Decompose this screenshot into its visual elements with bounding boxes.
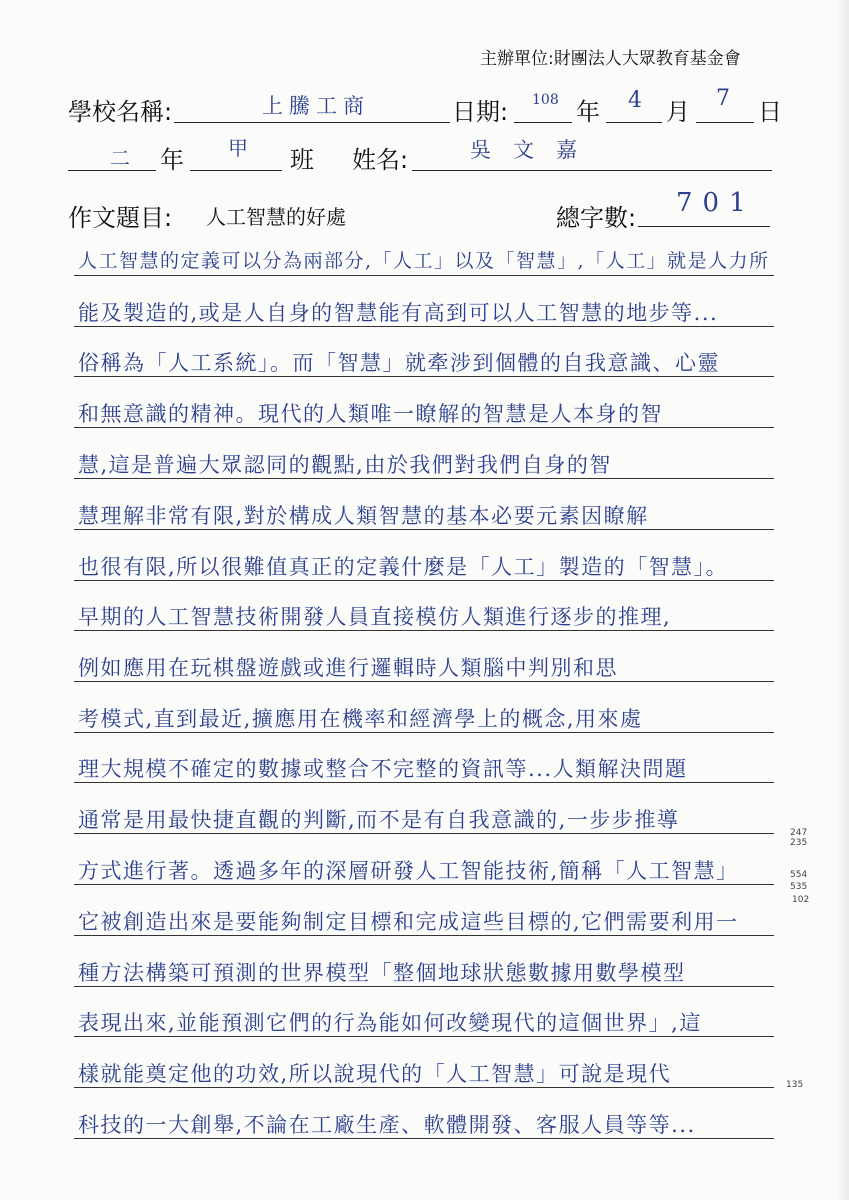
margin-note: 247 — [790, 828, 808, 838]
essay-line-15: 種方法構築可預測的世界模型「整個地球狀態數據用數學模型 — [78, 961, 686, 985]
ruled-line — [74, 529, 774, 530]
essay-line-1: 人工智慧的定義可以分為兩部分,「人工」以及「智慧」,「人工」就是人力所 — [78, 250, 770, 272]
ruled-line — [74, 580, 774, 581]
essay-line-7: 也很有限,所以很難值真正的定義什麼是「人工」製造的「智慧」。 — [78, 555, 729, 579]
year-underline — [514, 122, 572, 123]
school-value: 上騰工商 — [262, 94, 370, 118]
class-label: 班 — [290, 146, 314, 174]
essay-line-13: 方式進行著。透過多年的深層研發人工智能技術,簡稱「人工智慧」 — [78, 859, 739, 883]
ruled-line — [74, 732, 774, 733]
date-year-value: 108 — [532, 92, 559, 108]
grade-value: 二 — [110, 146, 130, 170]
organizer-label: 主辦單位:財團法人大眾教育基金會 — [480, 49, 741, 69]
margin-note: 102 — [792, 895, 810, 905]
ruled-line — [74, 681, 774, 682]
essay-line-4: 和無意識的精神。現代的人類唯一瞭解的智慧是人本身的智 — [78, 402, 663, 426]
essay-line-3: 俗稱為「人工系統」。而「智慧」就牽涉到個體的自我意識、心靈 — [78, 351, 720, 375]
essay-line-6: 慧理解非常有限,對於構成人類智慧的基本必要元素因瞭解 — [78, 504, 649, 528]
date-month-value: 4 — [628, 88, 642, 113]
date-day-value: 7 — [716, 86, 730, 111]
ruled-line — [74, 1036, 774, 1037]
essay-line-17: 樣就能奠定他的功效,所以說現代的「人工智慧」可說是現代 — [78, 1062, 672, 1086]
margin-note: 235 — [790, 838, 808, 848]
wordcount-underline — [638, 226, 770, 227]
year-label: 年 — [576, 98, 600, 126]
ruled-line — [74, 1138, 774, 1139]
school-underline — [174, 122, 450, 123]
ruled-line — [74, 935, 774, 936]
ruled-line — [74, 630, 774, 631]
wordcount-label: 總字數: — [556, 204, 637, 232]
name-label: 姓名: — [352, 146, 409, 174]
essay-line-5: 慧,這是普遍大眾認同的觀點,由於我們對我們自身的智 — [78, 453, 612, 477]
ruled-line — [74, 376, 774, 377]
month-label: 月 — [666, 98, 690, 126]
ruled-line — [74, 427, 774, 428]
essay-line-8: 早期的人工智慧技術開發人員直接模仿人類進行逐步的推理, — [78, 605, 672, 629]
essay-line-9: 例如應用在玩棋盤遊戲或進行邏輯時人類腦中判別和思 — [78, 656, 618, 680]
ruled-line — [74, 986, 774, 987]
date-label: 日期: — [452, 98, 509, 126]
margin-note: 535 — [790, 882, 808, 892]
name-value: 吳文嘉 — [470, 138, 599, 162]
ruled-line — [74, 326, 774, 327]
month-underline — [606, 122, 662, 123]
class-value: 甲 — [228, 136, 248, 160]
essay-line-12: 通常是用最快捷直觀的判斷,而不是有自我意識的,一步步推導 — [78, 808, 680, 832]
day-label: 日 — [758, 98, 782, 126]
class-underline — [190, 170, 282, 171]
essay-line-2: 能及製造的,或是人自身的智慧能有高到可以人工智慧的地步等... — [78, 301, 719, 325]
name-underline — [412, 170, 772, 171]
ruled-line — [74, 478, 774, 479]
school-label: 學校名稱: — [68, 98, 173, 126]
grade-label: 年 — [160, 146, 184, 174]
scan-edge-shadow — [835, 0, 849, 1200]
ruled-line — [74, 833, 774, 834]
topic-label: 作文題目: — [68, 204, 173, 232]
essay-line-14: 它被創造出來是要能夠制定目標和完成這些目標的,它們需要利用一 — [78, 910, 739, 934]
ruled-line — [74, 1087, 774, 1088]
essay-line-18: 科技的一大創舉,不論在工廠生產、軟體開發、客服人員等等... — [78, 1113, 696, 1137]
essay-line-16: 表現出來,並能預測它們的行為能如何改變現代的這個世界」,這 — [78, 1011, 702, 1035]
topic-value: 人工智慧的好處 — [206, 205, 346, 229]
ruled-line — [74, 782, 774, 783]
margin-note: 554 — [790, 870, 808, 880]
ruled-line — [74, 884, 774, 885]
essay-line-11: 理大規模不確定的數據或整合不完整的資訊等...人類解決問題 — [78, 757, 688, 781]
ruled-line — [74, 275, 774, 276]
wordcount-value: 701 — [676, 188, 756, 218]
margin-note: 135 — [786, 1080, 804, 1090]
essay-line-10: 考模式,直到最近,擴應用在機率和經濟學上的概念,用來處 — [78, 707, 643, 731]
day-underline — [696, 122, 754, 123]
